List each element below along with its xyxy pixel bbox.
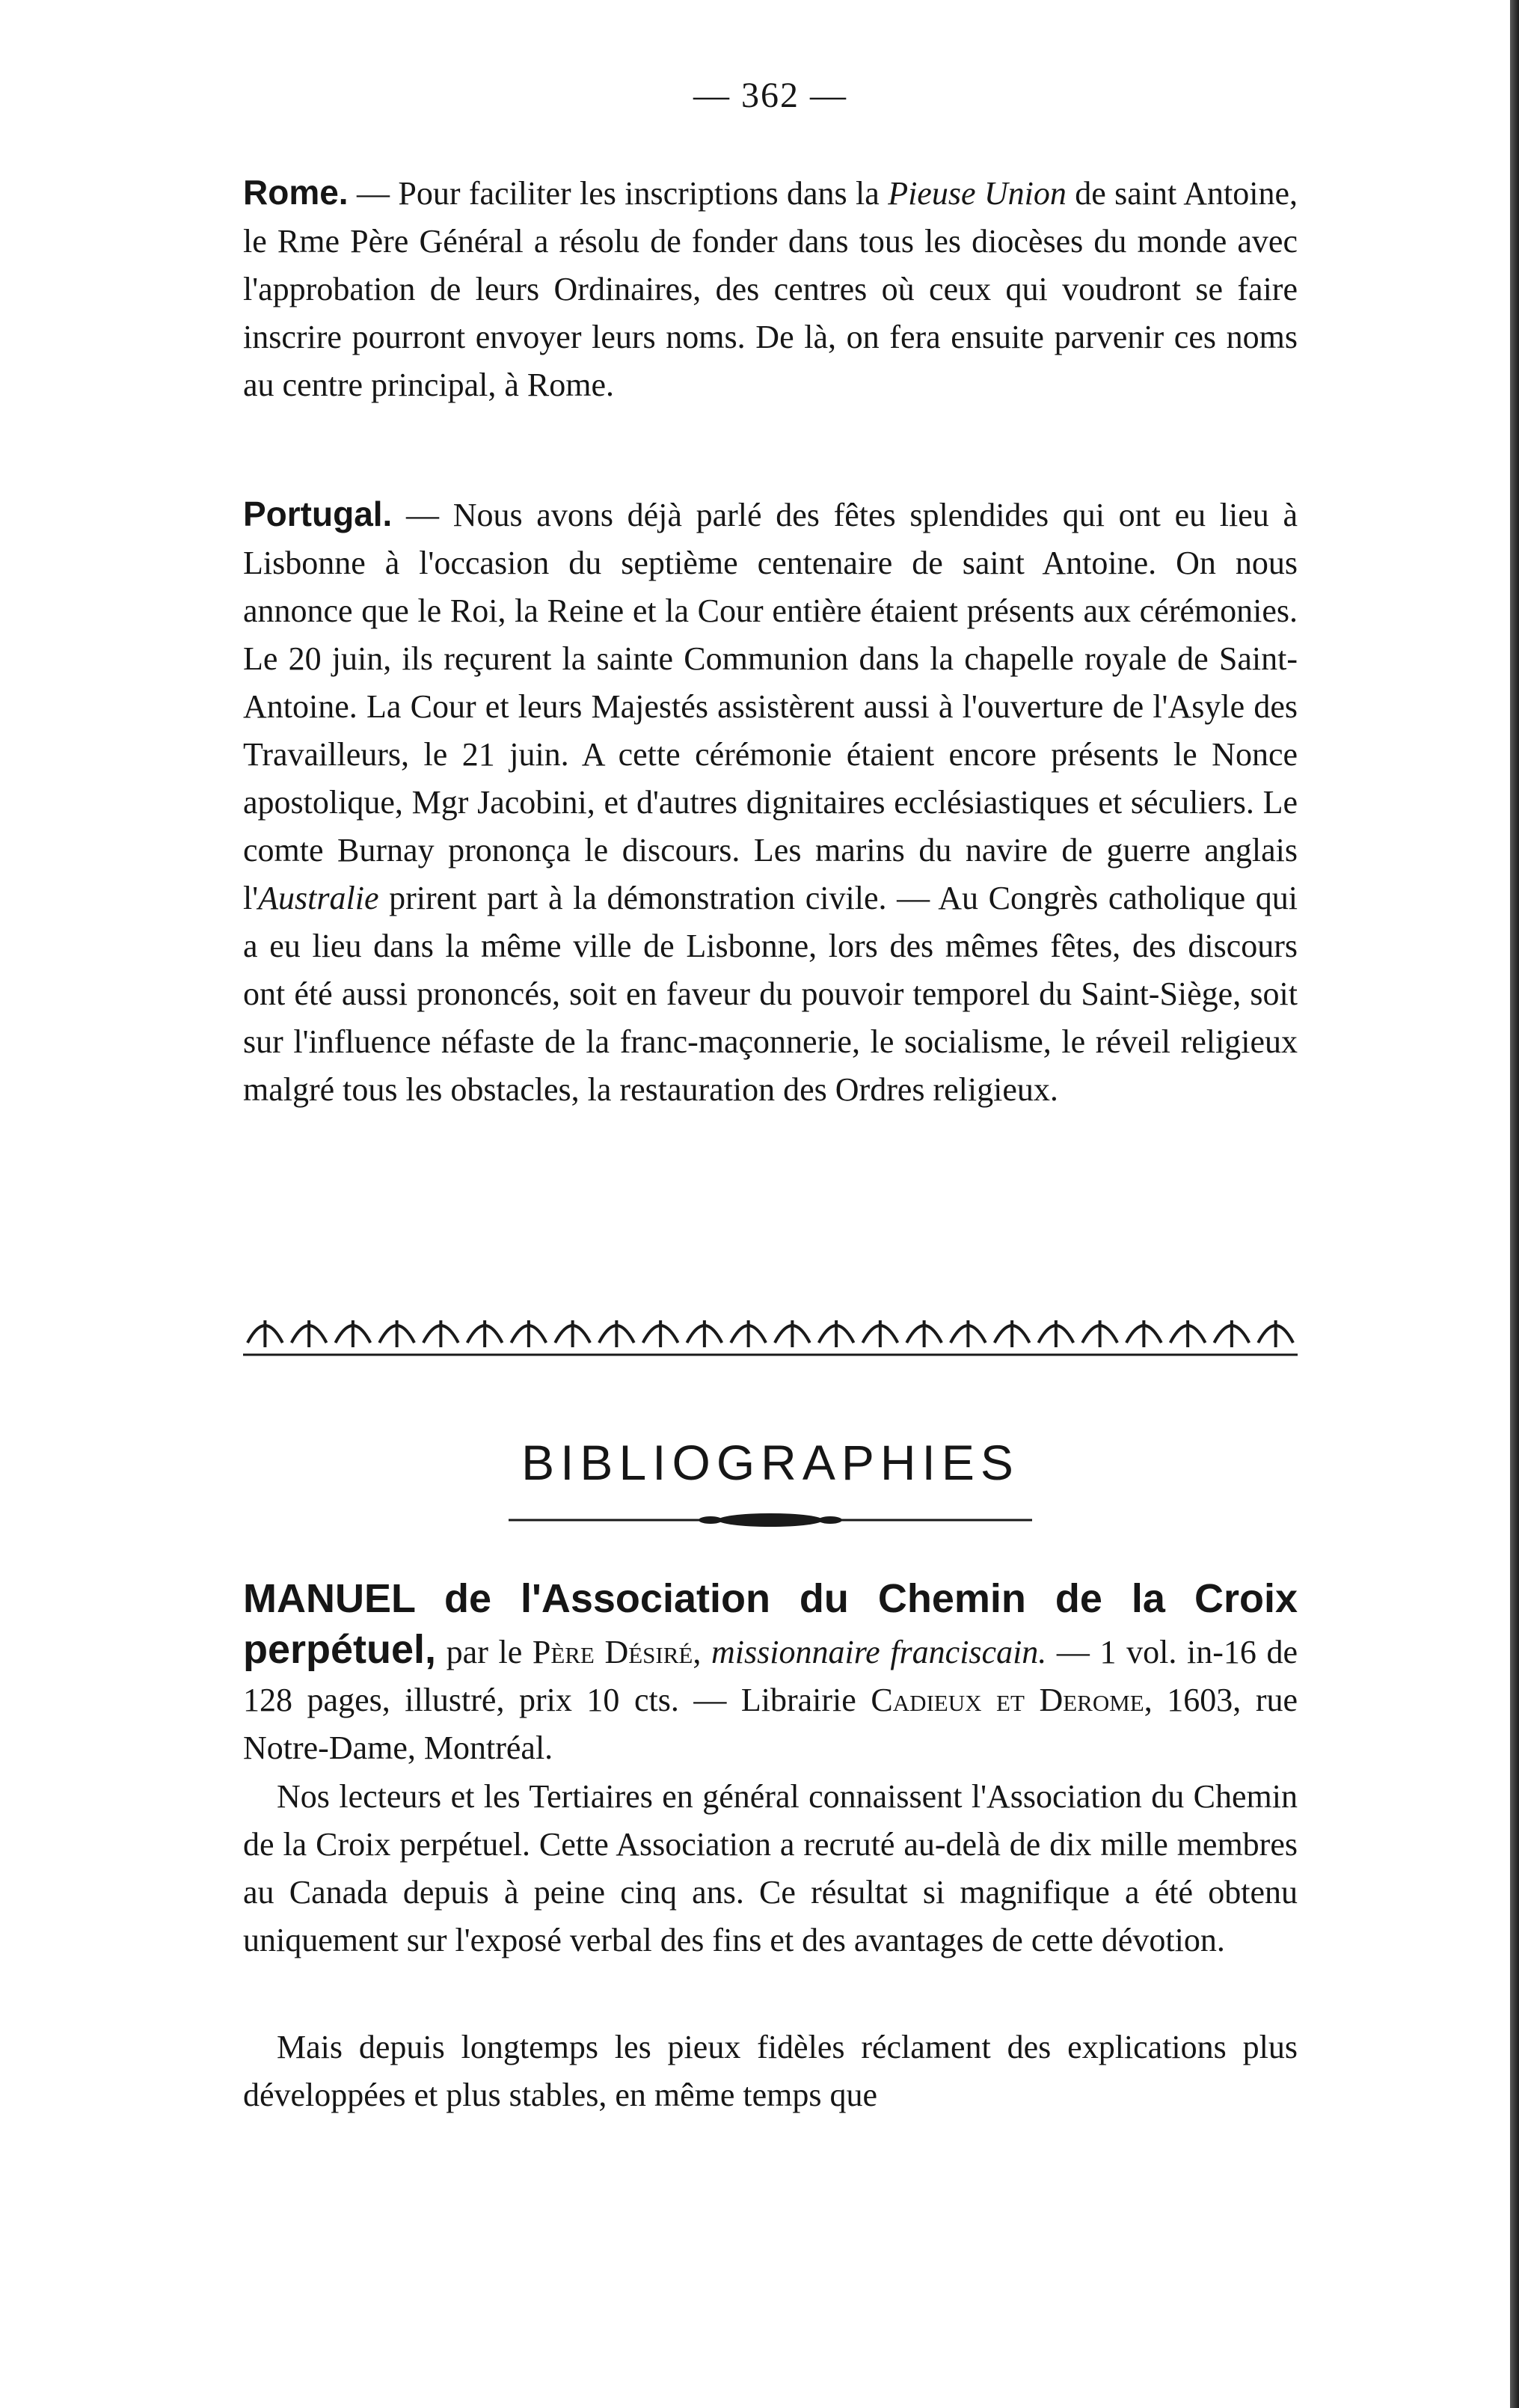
- portugal-italic: Australie: [258, 880, 379, 916]
- rule-graphic: [509, 1511, 1032, 1529]
- rome-italic: Pieuse Union: [888, 175, 1067, 212]
- decorative-border: [243, 1305, 1298, 1358]
- rome-text-1: — Pour faciliter les inscriptions dans la: [348, 175, 889, 212]
- manuel-text-2: ,: [693, 1634, 711, 1670]
- page-number: — 362 —: [693, 76, 847, 115]
- rome-text-2: de saint Antoine, le Rme Père Général a résolu de fonder dans tous les diocèses du monde avec l'approbation de leurs Ordinaires, des centres où ceux qui voudront se faire inscrire pourront envoyer leurs noms. De là, on fera ensuite parvenir ces noms au centre principal, à Rome.: [243, 175, 1298, 403]
- portugal-heading: Portugal.: [243, 494, 393, 533]
- paragraph-manuel: [243, 1575, 1298, 1772]
- paragraph-rome: [243, 168, 1298, 409]
- book-title: MANUEL de l'Association du Chemin de la Croix perpétuel,: [243, 1576, 1298, 1672]
- paragraph-lecteurs: Nos lecteurs et les Tertiaires en général connaissent l'Association du Chemin de la Croix perpétuel. Cette Association a recruté au-delà de dix mille membres au Canada depuis à peine cinq ans. Ce résultat si magnifique a été obtenu uniquement sur l'exposé verbal des fins et des avantages de cette dévotion.: [243, 1778, 1298, 1958]
- manuel-text-1: par le: [436, 1634, 533, 1670]
- manuel-author: Père Désiré: [532, 1634, 693, 1670]
- paragraph-portugal: [243, 490, 1298, 1114]
- section-title: BIBLIOGRAPHIES: [521, 1434, 1019, 1490]
- decorative-rule: [509, 1511, 1032, 1529]
- page-edge-shadow: [1510, 0, 1519, 2408]
- manuel-text-3: — 1 vol. in-16 de 128 pages, illustré, prix 10 cts. — Librairie: [243, 1634, 1298, 1718]
- portugal-text-2: prirent part à la démonstration civile. — Au Congrès catholique qui a eu lieu dans la même ville de Lisbonne, lors des mêmes fêtes, des discours ont été aussi prononcés, soit en faveur du pouvoir temporel du Saint-Siège, soit sur l'influence néfaste de la franc-maçonnerie, le socialisme, le réveil religieux malgré tous les obstacles, la restauration des Ordres religieux.: [243, 880, 1298, 1108]
- ornament-graphic: [243, 1305, 1298, 1358]
- portugal-text-1: — Nous avons déjà parlé des fêtes splendides qui ont eu lieu à Lisbonne à l'occasion du septième centenaire de saint Antoine. On nous annonce que le Roi, la Reine et la Cour entière étaient présents aux cérémonies. Le 20 juin, ils reçurent la sainte Communion dans la chapelle royale de Saint-Antoine. La Cour et leurs Majestés assistèrent aussi à l'ouverture de l'Asyle des Travailleurs, le 21 juin. A cette cérémonie étaient encore présents le Nonce apostolique, Mgr Jacobini, et d'autres dignitaires ecclésiastiques et séculiers. Le comte Burnay prononça le discours. Les marins du navire de guerre anglais l': [243, 497, 1298, 916]
- paragraph-mais: Mais depuis longtemps les pieux fidèles réclament des explications plus développées et plus stables, en même temps que: [243, 2029, 1298, 2113]
- rome-heading: Rome.: [243, 173, 349, 212]
- manuel-publisher: Cadieux et Derome: [871, 1682, 1144, 1718]
- manuel-text-4: , 1603, rue Notre-Dame, Montréal.: [243, 1682, 1298, 1766]
- manuel-italic: missionnaire franciscain.: [711, 1634, 1047, 1670]
